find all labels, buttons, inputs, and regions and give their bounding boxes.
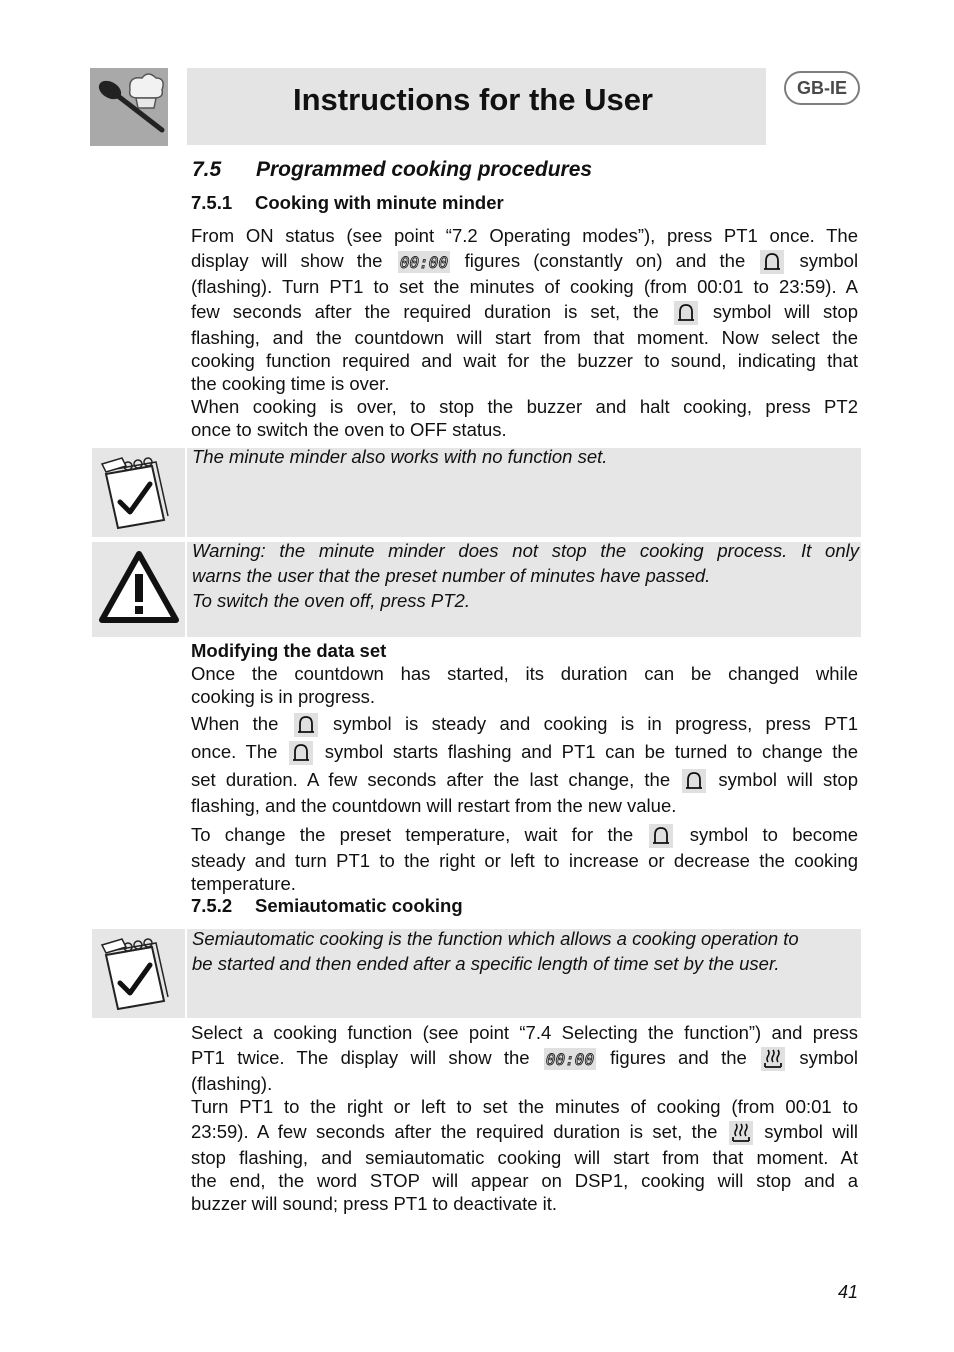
text-line: few seconds after the required duration is set, the symbol will stop — [191, 298, 858, 326]
text-line: buzzer will sound; press PT1 to deactivate it. — [191, 1193, 558, 1214]
note-icon-box — [92, 448, 185, 537]
warning-icon-box — [92, 542, 185, 637]
display-figures-icon — [544, 1048, 596, 1070]
svg-text:00:00: 00:00 — [399, 253, 448, 273]
section-heading — [192, 158, 592, 182]
page-title: Instructions for the User — [293, 82, 653, 117]
cooking-steam-icon — [761, 1047, 785, 1071]
subsection-title: Semiautomatic cooking — [255, 895, 463, 916]
warning-triangle-icon — [92, 542, 185, 637]
note-icon-box — [92, 929, 185, 1018]
minute-minder-bell-icon — [649, 824, 673, 848]
text-line: When the symbol is steady and cooking is in progress, press PT1 — [191, 710, 858, 738]
text-line: flashing, and the countdown will start from that moment. Now select the — [191, 327, 858, 348]
text-line: set duration. A few seconds after the last change, the symbol will stop — [191, 766, 858, 794]
text-line: display will show the 00:00 figures (constantly on) and the symbol — [191, 250, 859, 273]
cooking-steam-icon — [729, 1121, 753, 1145]
text-line: steady and turn PT1 to the right or left to increase or decrease the cooking — [191, 850, 858, 871]
text-line: (flashing). — [191, 1073, 273, 1094]
text-line: cooking function required and wait for the buzzer to sound, indicating that — [191, 350, 858, 371]
language-badge: GB-IE — [784, 71, 860, 105]
text-line: temperature. — [191, 873, 296, 894]
text-line: From ON status (see point “7.2 Operating modes”), press PT1 once. The — [191, 225, 858, 246]
note-text: Semiautomatic cooking is the function which allows a cooking operation to be started and then ended after a specific length of time set by the user. — [192, 928, 799, 974]
subsection-heading — [191, 192, 504, 214]
text-line: To change the preset temperature, wait for the symbol to become — [191, 821, 858, 849]
text-line: 23:59). A few seconds after the required duration is set, the symbol will — [191, 1118, 858, 1146]
text-line: once. The symbol starts flashing and PT1 can be turned to change the — [191, 738, 858, 766]
text-line: (flashing). Turn PT1 to set the minutes of cooking (from 00:01 to 23:59). A — [191, 276, 858, 297]
text-line: the cooking time is over. — [191, 373, 390, 394]
warning-text: Warning: the minute minder does not stop the cooking process. It only warns the user that the preset number of minutes have passed. To switch the oven off, press PT2. — [192, 540, 859, 611]
text-line: the end, the word STOP will appear on DSP1, cooking will stop and a — [191, 1170, 858, 1191]
notepad-check-icon — [92, 448, 185, 537]
minute-minder-bell-icon — [682, 769, 706, 793]
text-line: Select a cooking function (see point “7.4 Selecting the function”) and press — [191, 1022, 858, 1043]
text-line: When cooking is over, to stop the buzzer and halt cooking, press PT2 — [191, 396, 858, 417]
subsection-number: 7.5.1 — [191, 192, 233, 213]
svg-text:00:00: 00:00 — [545, 1050, 594, 1070]
section-title: Programmed cooking procedures — [256, 158, 593, 181]
display-figures-icon — [398, 251, 450, 273]
subsection-title: Cooking with minute minder — [255, 192, 504, 213]
text-line: cooking is in progress. — [191, 686, 376, 707]
paragraph-modify — [191, 662, 858, 895]
text-line: stop flashing, and semiautomatic cooking will start from that moment. At — [191, 1147, 858, 1168]
text-line: Turn PT1 to the right or left to set the minutes of cooking (from 00:01 to — [191, 1096, 858, 1117]
note-text: The minute minder also works with no function set. — [192, 446, 608, 467]
modify-heading: Modifying the data set — [191, 640, 387, 661]
minute-minder-bell-icon — [294, 713, 318, 737]
subsection-heading — [191, 895, 463, 917]
subsection-number: 7.5.2 — [191, 895, 233, 916]
minute-minder-bell-icon — [289, 741, 313, 765]
minute-minder-bell-icon — [674, 301, 698, 325]
text-line: flashing, and the countdown will restart from the new value. — [191, 795, 677, 816]
page-number: 41 — [838, 1282, 859, 1302]
paragraph-semiautomatic — [191, 1021, 858, 1215]
minute-minder-bell-icon — [760, 250, 784, 274]
spoon-hat-icon — [90, 68, 168, 146]
section-number: 7.5 — [192, 158, 222, 181]
text-line: once to switch the oven to OFF status. — [191, 419, 507, 440]
notepad-check-icon — [92, 929, 185, 1018]
text-line: PT1 twice. The display will show the 00:00 figures and the symbol — [191, 1047, 859, 1070]
text-line: Once the countdown has started, its duration can be changed while — [191, 663, 858, 684]
paragraph-minute-minder — [191, 224, 858, 441]
chef-logo — [90, 68, 168, 146]
